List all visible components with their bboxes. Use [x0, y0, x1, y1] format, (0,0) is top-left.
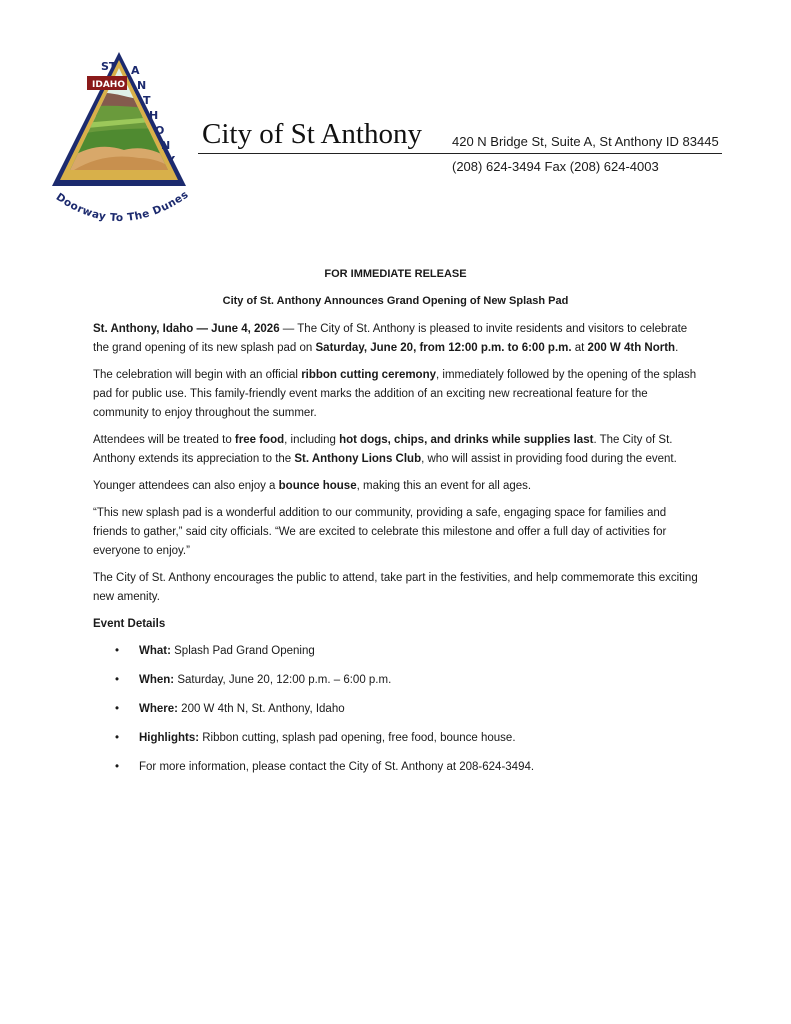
bullet-icon: • — [115, 761, 120, 773]
event-details-heading: Event Details — [93, 618, 166, 630]
logo-idaho-badge — [87, 76, 127, 90]
detail-value: Ribbon cutting, splash pad opening, free food, bounce house. — [199, 732, 516, 744]
paragraph-intro — [93, 320, 703, 358]
list-item — [93, 671, 703, 690]
logo-idaho-text: IDAHO — [92, 80, 125, 90]
phone-fax-line: (208) 624-3494 Fax (208) 624-4003 — [452, 159, 659, 174]
text-run: — The City of St. Anthony is pleased to invite residents and visitors to celebrate the grand opening of its new splash pad on — [93, 323, 688, 354]
text-run: , who will assist in providing food during the event. — [421, 453, 677, 465]
event-details-list — [93, 642, 703, 777]
logo-side-letter: A — [131, 64, 140, 77]
press-release-headline: City of St. Anthony Announces Grand Opening of New Splash Pad — [222, 295, 569, 307]
text-run: The celebration will begin with an official — [93, 369, 302, 381]
release-label: FOR IMMEDIATE RELEASE — [324, 268, 467, 280]
logo-side-letter: H — [149, 109, 159, 122]
text-run: . — [675, 342, 679, 354]
paragraph-ceremony — [93, 366, 703, 423]
logo-tagline: Doorway To The Dunes — [53, 188, 191, 225]
logo-side-letter: N — [137, 79, 147, 92]
text-run: . The City of St. Anthony extends its appreciation to the — [93, 434, 673, 465]
press-release-body — [93, 320, 703, 787]
logo-side-letter: O — [155, 124, 165, 137]
text-run: , making this an event for all ages. — [356, 480, 532, 492]
highlight-text: free food — [234, 434, 285, 446]
logo-st-text: ST — [101, 60, 117, 73]
detail-value: Splash Pad Grand Opening — [170, 645, 315, 657]
paragraph-quote: “This new splash pad is a wonderful addition to our community, providing a safe, engaging space for families and friends to gather,” said city officials. “We are excited to celebrate this milestone and offer a full day of activities for everyone to enjoy.” — [93, 507, 667, 557]
text-run: at — [571, 342, 588, 354]
bullet-icon: • — [115, 674, 120, 686]
bullet-icon: • — [115, 645, 120, 657]
list-item — [93, 700, 703, 719]
event-datetime: Saturday, June 20, from 12:00 p.m. to 6:00 p.m. — [315, 342, 572, 354]
bullet-icon: • — [115, 732, 120, 744]
detail-label: When: — [139, 674, 175, 686]
address-line: 420 N Bridge St, Suite A, St Anthony ID 83445 — [452, 134, 719, 149]
logo-side-letter: N — [161, 139, 171, 152]
logo-side-letter: T — [143, 94, 151, 107]
list-item — [93, 642, 703, 661]
highlight-text: bounce house — [278, 480, 357, 492]
detail-label: Where: — [139, 703, 178, 715]
paragraph-closing: The City of St. Anthony encourages the public to attend, take part in the festivities, and help commemorate this exciting new amenity. — [93, 572, 698, 603]
text-run: , immediately followed by the opening of the splash pad for public use. This family-friendly event marks the addition of an exciting new recreational feature for the community to enjoy throughout the summer. — [93, 369, 697, 419]
highlight-text: ribbon cutting ceremony — [301, 369, 437, 381]
event-location: 200 W 4th North — [587, 342, 676, 354]
text-run: Younger attendees can also enjoy a — [93, 480, 279, 492]
city-seal-logo — [44, 46, 194, 246]
paragraph-bounce-house — [93, 477, 703, 496]
list-item — [93, 729, 703, 748]
highlight-text: hot dogs, chips, and drinks while supplies last — [339, 434, 594, 446]
logo-side-letter: Y — [167, 154, 175, 167]
detail-value: For more information, please contact the City of St. Anthony at 208-624-3494. — [139, 761, 535, 773]
paragraph-food — [93, 431, 703, 469]
text-run: Attendees will be treated to — [93, 434, 235, 446]
highlight-text: St. Anthony Lions Club — [294, 453, 422, 465]
org-name: City of St Anthony — [202, 118, 422, 150]
detail-label: Highlights: — [139, 732, 200, 744]
detail-value: 200 W 4th N, St. Anthony, Idaho — [177, 703, 345, 715]
header-divider — [198, 153, 722, 154]
detail-value: Saturday, June 20, 12:00 p.m. – 6:00 p.m. — [174, 674, 392, 686]
text-run: , including — [284, 434, 340, 446]
detail-label: What: — [139, 645, 171, 657]
dateline: St. Anthony, Idaho — June 4, 2026 — [93, 323, 280, 335]
list-item — [93, 758, 703, 777]
bullet-icon: • — [115, 703, 120, 715]
